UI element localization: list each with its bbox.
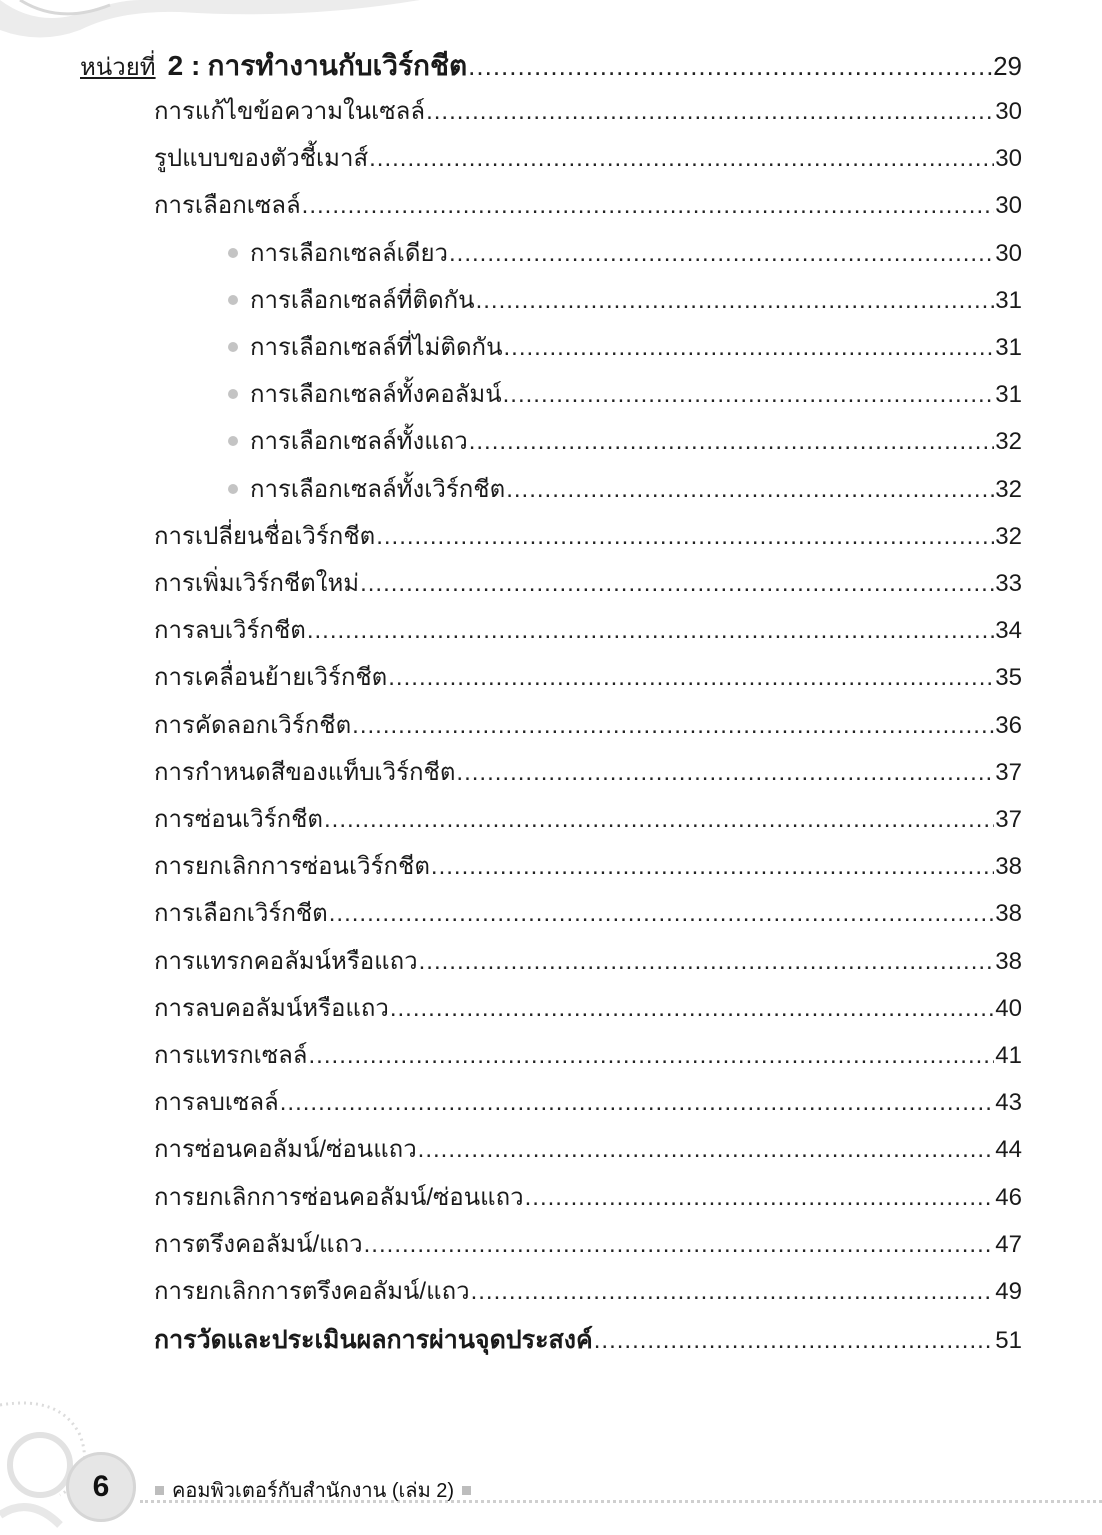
dot-leader: [469, 428, 995, 456]
toc-entry: [154, 988, 1022, 1027]
dot-leader: [419, 948, 995, 976]
toc-subentry: [250, 374, 1022, 413]
toc-entry: [154, 657, 1022, 696]
toc-entry: [154, 752, 1022, 791]
toc-entry: [154, 1129, 1022, 1168]
toc-entry: [154, 799, 1022, 838]
unit-number: 2 :: [167, 50, 201, 81]
bullet-icon: [228, 484, 238, 494]
toc-entry: [154, 893, 1022, 932]
toc-entry-page: 49: [995, 1278, 1022, 1305]
toc-entry-title: การกำหนดสีของแท็บเวิร์กชีต: [154, 759, 456, 786]
book-title: คอมพิวเตอร์กับสำนักงาน (เล่ม 2): [172, 1480, 455, 1502]
toc-entry-title: การวัดและประเมินผลการผ่านจุดประสงค์: [154, 1326, 593, 1354]
toc-entry-page: 30: [995, 192, 1022, 219]
toc-entry-title: การลบเซลล์: [154, 1089, 279, 1116]
dot-leader: [456, 759, 994, 787]
toc-entry-title: การซ่อนเวิร์กชีต: [154, 806, 323, 833]
toc-entry: [154, 138, 1022, 177]
dot-leader: [309, 1042, 995, 1070]
dot-leader: [360, 570, 994, 598]
dot-leader: [418, 1136, 995, 1164]
toc-entry: [154, 1177, 1022, 1216]
toc-entry-title: การเลือกเซลล์ทั้งเวิร์กชีต: [250, 476, 506, 503]
toc-entry: [154, 1271, 1022, 1310]
toc-entry-page: 37: [995, 806, 1022, 833]
dot-leader: [324, 806, 994, 834]
toc-entry-title: การแทรกคอลัมน์หรือแถว: [154, 948, 418, 975]
toc-entry-page: 31: [995, 334, 1022, 361]
toc-entry-title: การลบเวิร์กชีต: [154, 617, 306, 644]
toc-entry-page: 37: [995, 759, 1022, 786]
toc-final-entry: [154, 1320, 1022, 1360]
dot-leader: [329, 900, 995, 928]
unit-title: การทำงานกับเวิร์กชีต: [207, 50, 468, 81]
toc-entry-title: การเลือกเซลล์: [154, 192, 301, 219]
toc-entry: [154, 1082, 1022, 1121]
dot-leader: [503, 381, 995, 409]
header-decoration: [0, 0, 1102, 40]
toc-entry-page: 38: [995, 900, 1022, 927]
dot-leader: [468, 51, 992, 82]
toc-entry: [154, 610, 1022, 649]
toc-entry-page: 32: [995, 428, 1022, 455]
toc-entry-page: 44: [995, 1136, 1022, 1163]
dot-leader: [525, 1184, 995, 1212]
toc-entry-title: การยกเลิกการซ่อนคอลัมน์/ซ่อนแถว: [154, 1184, 524, 1211]
toc-entry-title: การเลือกเซลล์ทั้งคอลัมน์: [250, 381, 502, 408]
toc-entry-title: การเลือกเซลล์ที่ไม่ติดกัน: [250, 334, 503, 361]
toc-subentry: [250, 469, 1022, 508]
toc-entry-page: 32: [995, 523, 1022, 550]
toc-entry-title: การเลือกเซลล์ทั้งแถว: [250, 428, 468, 455]
toc-entry-page: 36: [995, 712, 1022, 739]
toc-entry-title: การเคลื่อนย้ายเวิร์กชีต: [154, 664, 388, 691]
dot-leader: [369, 145, 994, 173]
toc-entry-title: การเลือกเซลล์เดียว: [250, 240, 448, 267]
footer-book-title: [155, 1474, 471, 1506]
toc-entry-title: การแก้ไขข้อความในเซลล์: [154, 98, 426, 125]
dot-leader: [503, 334, 994, 362]
toc-entry-title: การเพิ่มเวิร์กชีตใหม่: [154, 570, 360, 597]
toc-entry-page: 31: [995, 381, 1022, 408]
toc-entry-page: 31: [995, 287, 1022, 314]
toc-entry-page: 34: [995, 617, 1022, 644]
dot-leader: [476, 287, 995, 315]
toc-entry-page: 35: [995, 664, 1022, 691]
bullet-icon: [228, 389, 238, 399]
toc-entry: [154, 91, 1022, 130]
toc-entry-title: การเลือกเวิร์กชีต: [154, 900, 328, 927]
toc-entry-title: รูปแบบของตัวชี้เมาส์: [154, 145, 369, 172]
toc-entry: [154, 563, 1022, 602]
toc-entry-title: การคัดลอกเวิร์กชีต: [154, 712, 352, 739]
dot-leader: [352, 712, 994, 740]
square-bullet-icon: [155, 1486, 164, 1495]
unit-page: 29: [993, 51, 1022, 81]
unit-prefix: หน่วยที่: [80, 54, 156, 81]
toc-entry-page: 38: [995, 853, 1022, 880]
dot-leader: [431, 853, 994, 881]
toc-subentry: [250, 233, 1022, 272]
dot-leader: [506, 476, 994, 504]
toc-entry-page: 30: [995, 145, 1022, 172]
bullet-icon: [228, 436, 238, 446]
toc-entry-page: 46: [995, 1184, 1022, 1211]
toc-entry: [154, 941, 1022, 980]
dot-leader: [471, 1278, 995, 1306]
dot-leader: [388, 664, 994, 692]
toc-entry-title: การเลือกเซลล์ที่ติดกัน: [250, 287, 475, 314]
toc-entry-page: 32: [995, 476, 1022, 503]
toc-entry-page: 33: [995, 570, 1022, 597]
toc-subentry: [250, 280, 1022, 319]
dot-leader: [390, 995, 994, 1023]
toc-entry: [154, 1224, 1022, 1263]
toc-entry: [154, 846, 1022, 885]
toc-entry: [154, 705, 1022, 744]
dot-leader: [594, 1327, 995, 1355]
dot-leader: [280, 1089, 995, 1117]
toc-entry: [154, 185, 1022, 224]
bullet-icon: [228, 295, 238, 305]
toc-entry-page: 51: [995, 1327, 1022, 1354]
toc-entry-title: การซ่อนคอลัมน์/ซ่อนแถว: [154, 1136, 417, 1163]
square-bullet-icon: [462, 1486, 471, 1495]
toc-entry-title: การลบคอลัมน์หรือแถว: [154, 995, 389, 1022]
toc-entry-title: การเปลี่ยนชื่อเวิร์กชีต: [154, 523, 376, 550]
unit-heading: [80, 44, 1022, 88]
dot-leader: [426, 98, 994, 126]
toc-entry-page: 47: [995, 1231, 1022, 1258]
toc-entry-page: 30: [995, 98, 1022, 125]
toc-entry: [154, 516, 1022, 555]
dot-leader: [307, 617, 994, 645]
dot-leader: [364, 1231, 995, 1259]
page-number-badge: 6: [66, 1452, 136, 1522]
toc-subentry: [250, 327, 1022, 366]
toc-entry-page: 40: [995, 995, 1022, 1022]
bullet-icon: [228, 248, 238, 258]
dot-leader: [302, 192, 995, 220]
toc-entry: [154, 1035, 1022, 1074]
bullet-icon: [228, 342, 238, 352]
toc-entry-title: การยกเลิกการตรึงคอลัมน์/แถว: [154, 1278, 470, 1305]
toc-entry-title: การยกเลิกการซ่อนเวิร์กชีต: [154, 853, 430, 880]
toc-entry-page: 30: [995, 240, 1022, 267]
dot-leader: [376, 523, 994, 551]
toc-entry-page: 41: [995, 1042, 1022, 1069]
dot-leader: [449, 240, 994, 268]
toc-subentry: [250, 421, 1022, 460]
toc-entry-title: การตรึงคอลัมน์/แถว: [154, 1231, 363, 1258]
toc-entry-page: 43: [995, 1089, 1022, 1116]
toc-entry-page: 38: [995, 948, 1022, 975]
toc-entry-title: การแทรกเซลล์: [154, 1042, 308, 1069]
